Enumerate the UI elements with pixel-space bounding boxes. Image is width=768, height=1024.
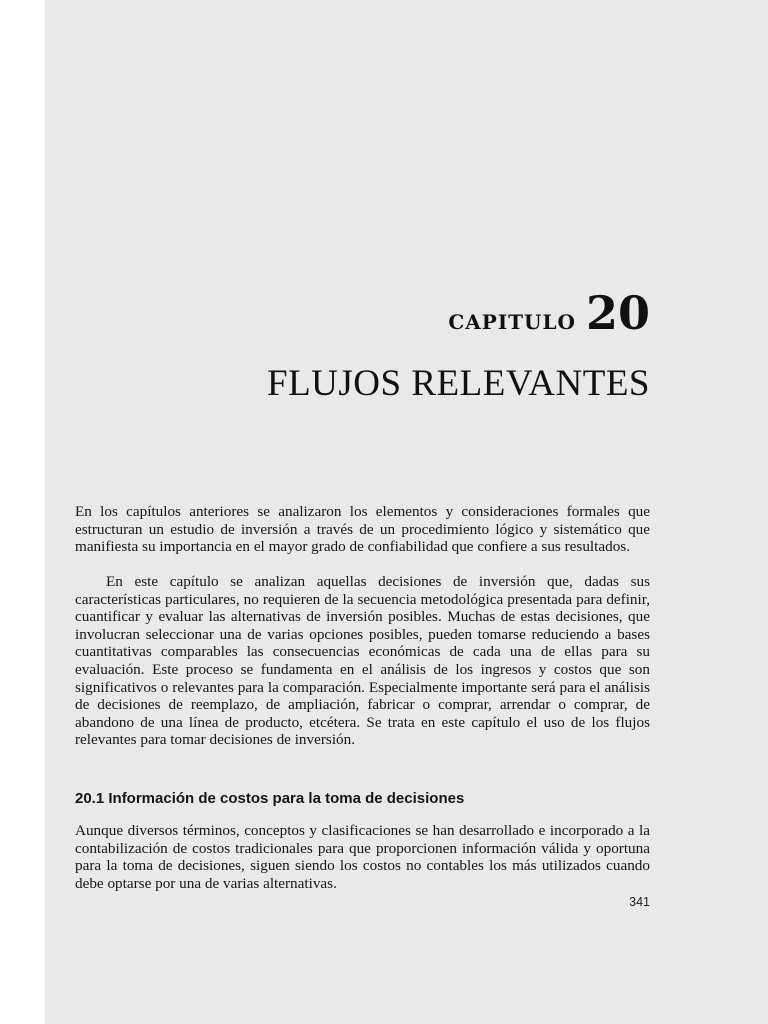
chapter-title: FLUJOS RELEVANTES <box>267 363 650 404</box>
chapter-number: 20 <box>585 286 650 340</box>
section-paragraph: Aunque diversos términos, conceptos y clasificaciones se han desarrollado e incorporado a la contabilización de costos tradicionales para que proporcionen información válida y oportuna para la toma de decisiones, siguen siendo los costos no contables los más utilizados cuando debe optarse por una de varias alternativas. <box>75 822 650 892</box>
chapter-scope-paragraph: En este capítulo se analizan aquellas decisiones de inversión que, dadas sus características particulares, no requieren de la secuencia metodológica presentada para definir, cuantificar y evaluar las alternativas de inversión posibles. Muchas de estas decisiones, que involucran seleccionar una de varias opciones posibles, pueden tomarse reduciendo a bases cuantitativas comparables las consecuencias económicas de cada una de ellas para su evaluación. Este proceso se fundamenta en el análisis de los ingresos y costos que son significativos o relevantes para la comparación. Especialmente importante será para el análisis de decisiones de reemplazo, de ampliación, fabricar o comprar, arrendar o comprar, de abandono de una línea de producto, etcétera. Se trata en este capítulo el uso de los flujos relevantes para tomar decisiones de inversión. <box>75 573 650 749</box>
page-number: 341 <box>629 895 650 909</box>
intro-paragraph: En los capítulos anteriores se analizaron los elementos y consideraciones formales que estructuran un estudio de inversión a través de un procedimiento lógico y sistemático que manifiesta su importancia en el mayor grado de confiabilidad que confiere a sus resultados. <box>75 503 650 556</box>
section-heading: 20.1 Información de costos para la toma de decisiones <box>75 790 465 807</box>
chapter-header <box>240 286 650 340</box>
chapter-label: CAPITULO <box>448 310 576 334</box>
